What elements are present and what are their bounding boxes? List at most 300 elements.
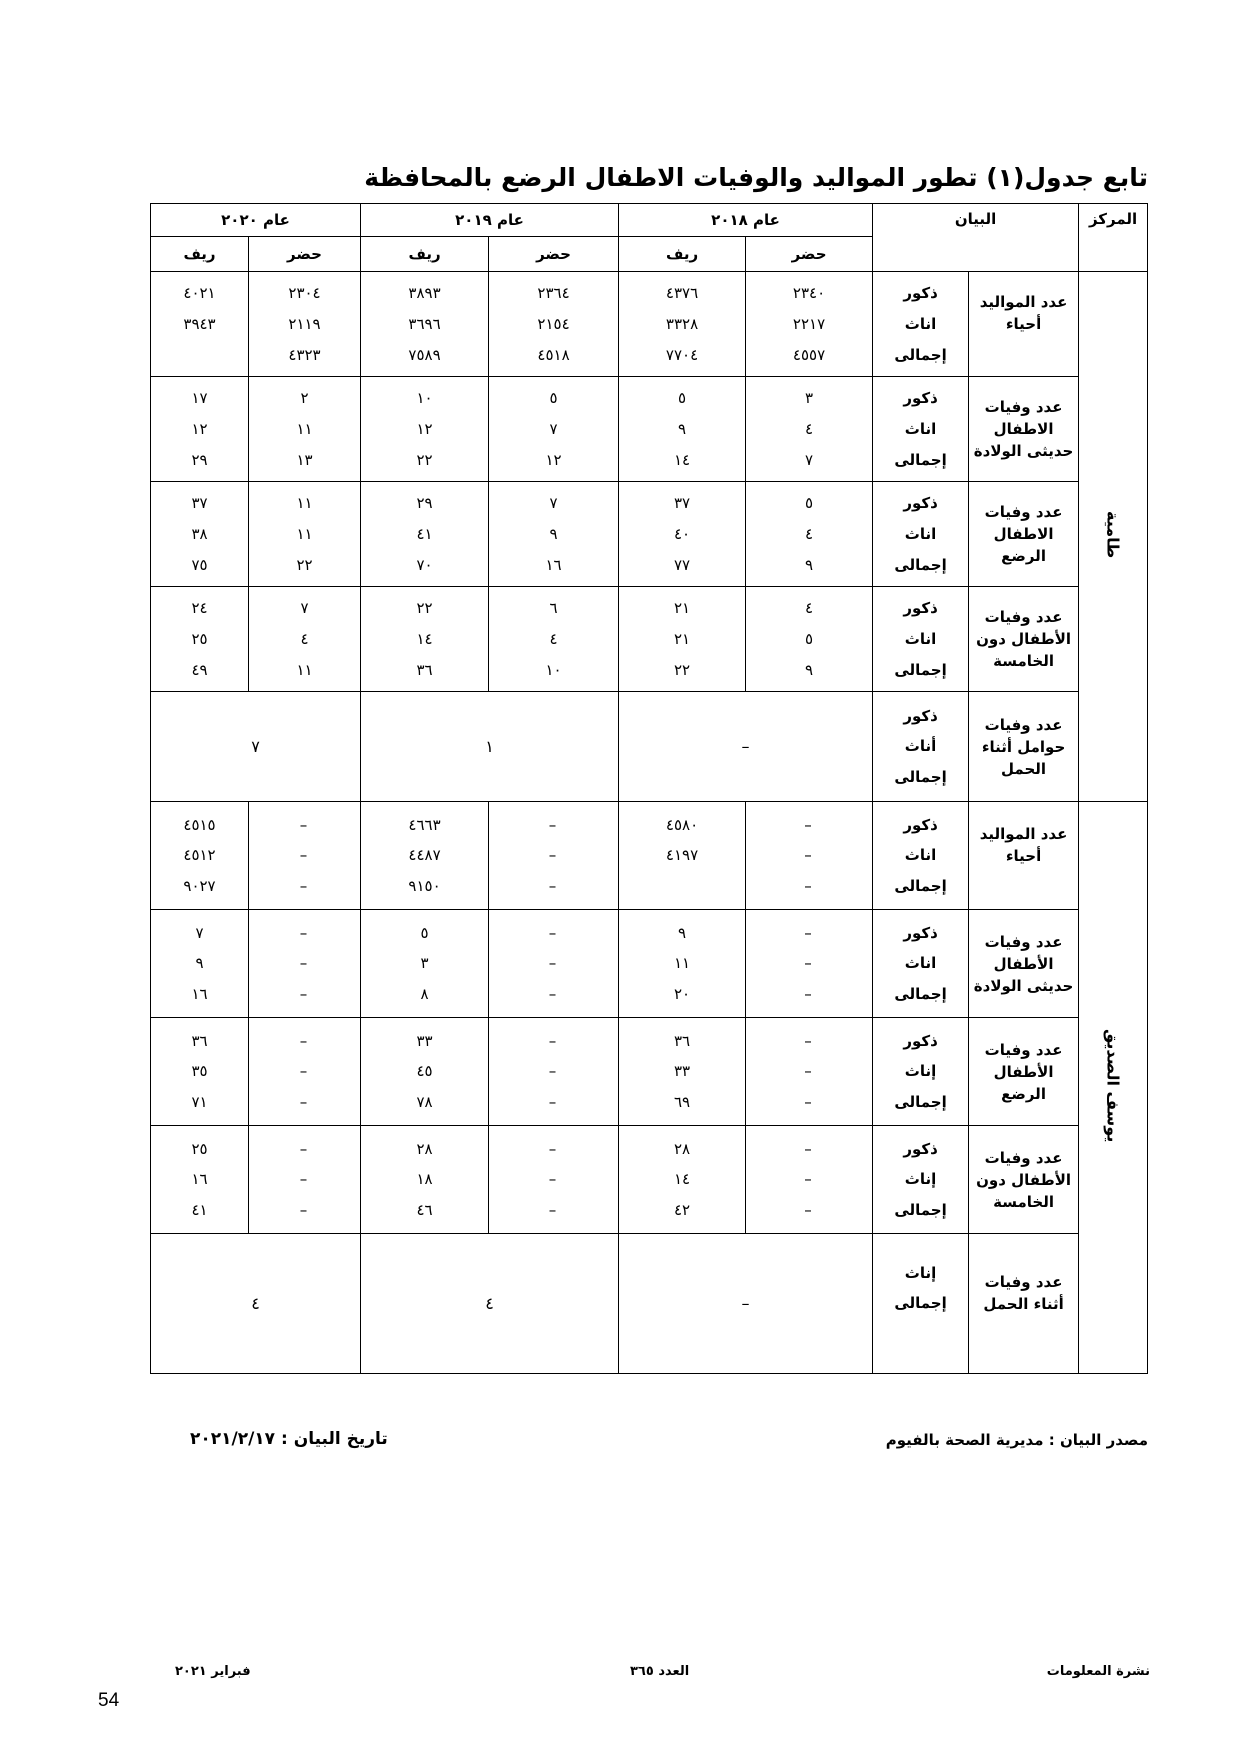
- value-h2019-line: ٤٥١٨: [537, 345, 570, 364]
- value-r2019-line: ٢٢: [416, 450, 433, 469]
- value-r2019-line: ٣٦: [416, 660, 433, 679]
- value-r2019: [361, 482, 489, 587]
- value-h2019: [489, 1126, 619, 1234]
- value-h2018: [746, 482, 873, 587]
- value-h2020-line: ١١: [296, 660, 313, 679]
- value-h2019-line: ٦: [549, 599, 558, 618]
- table-row: [151, 1018, 1148, 1126]
- value-r2018-line: ٧٧: [673, 555, 691, 574]
- row-label-line: الرضع: [1001, 1084, 1046, 1103]
- row-sublabel-line: إجمالى: [894, 660, 947, 679]
- value-r2019-line: ٤٦٦٣: [408, 815, 441, 834]
- value-h2018: [746, 1126, 873, 1234]
- header-year-2018: عام ٢٠١٨: [619, 204, 873, 237]
- row-sublabel-line: إجمالى: [894, 768, 947, 787]
- row-label-line: أثناء الحمل: [983, 1294, 1064, 1313]
- value-h2019-line: –: [548, 1139, 559, 1158]
- value-r2019-line: ٥: [420, 923, 429, 942]
- value-h2019-line: ٧: [549, 419, 558, 438]
- value-r2019-line: ١٤: [416, 629, 433, 648]
- value-r2018-line: ٩: [678, 419, 687, 438]
- value-h2018-line: –: [804, 1201, 814, 1220]
- row-sublabel-line: ذكور: [903, 706, 938, 725]
- value-h2019: [489, 1018, 619, 1126]
- header-hadar-2020: حضر: [249, 237, 361, 272]
- value-r2018-line: ٧٧٠٤: [665, 345, 699, 364]
- header-year-2019: عام ٢٠١٩: [361, 204, 619, 237]
- row-label-line: [969, 867, 1078, 889]
- value-h2018: [746, 802, 873, 910]
- value-h2018-line: ٤٥٥٧: [792, 345, 826, 364]
- value-h2018-line: ٩: [805, 660, 814, 679]
- row-label: [969, 1126, 1079, 1234]
- value-h2018-line: –: [804, 1062, 814, 1081]
- page-number: 54: [98, 1690, 120, 1711]
- value-r2019: [361, 587, 489, 692]
- row-label-line: عدد وفيات: [984, 715, 1063, 734]
- value-r2018-line: ٢١: [673, 629, 691, 648]
- value-h2018-line: –: [804, 877, 814, 896]
- value-h2020: [249, 910, 361, 1018]
- row-label-line: الأطفال: [993, 1062, 1054, 1081]
- value-r2018-line: ٤٥٨٠: [665, 815, 699, 834]
- value-h2020-line: –: [299, 1139, 310, 1158]
- merged-value-2018: –: [619, 1234, 873, 1374]
- value-h2020-line: ١٣: [296, 450, 313, 469]
- center-tamia: [1079, 272, 1148, 802]
- table-row: [151, 272, 1148, 377]
- value-h2020: [249, 1126, 361, 1234]
- value-h2019: [489, 272, 619, 377]
- data-date: تاريخ البيان : ٢٠٢١/٢/١٧: [190, 1429, 388, 1449]
- value-h2018-line: –: [804, 846, 814, 865]
- value-r2019: [361, 272, 489, 377]
- value-h2020-line: ٤: [300, 629, 309, 648]
- row-sublabel: [873, 1234, 969, 1374]
- value-r2018-line: ٢٠: [673, 985, 691, 1004]
- value-r2020-line: ٤٥١٢: [183, 846, 216, 865]
- center-name: طامية: [1103, 510, 1123, 559]
- row-label-line: عدد وفيات: [984, 398, 1063, 416]
- data-table: [150, 203, 1148, 1374]
- value-h2018: [746, 377, 873, 482]
- value-r2019-line: ٧٥٨٩: [408, 345, 441, 364]
- value-h2019-line: ١٠: [545, 660, 562, 679]
- value-r2020-line: ٣٦: [191, 1031, 208, 1050]
- row-sublabel-line: إجمالى: [894, 1093, 947, 1112]
- value-r2020-line: ٧١: [191, 1093, 208, 1112]
- header-hadar-2019: حضر: [489, 237, 619, 272]
- value-r2020-line: ١٦: [191, 985, 208, 1004]
- row-sublabel-line: إناث: [904, 1263, 937, 1282]
- value-r2018-line: ١١: [673, 954, 691, 973]
- value-r2018-line: ٣٧: [673, 494, 691, 513]
- value-h2018-line: ٤: [805, 419, 814, 438]
- value-r2018-line: ٣٦: [673, 1031, 691, 1050]
- value-h2020-line: –: [299, 1062, 310, 1081]
- value-r2020-line: ٤١: [191, 1201, 208, 1220]
- row-label-line: عدد وفيات: [984, 932, 1063, 951]
- row-sublabel: [873, 910, 969, 1018]
- row-label-line: عدد وفيات: [984, 1272, 1063, 1291]
- table-row: [151, 1234, 1148, 1374]
- table-row: [151, 692, 1148, 802]
- row-sublabel: [873, 692, 969, 802]
- row-label: [969, 377, 1079, 482]
- value-r2019-line: ٤٦: [416, 1201, 433, 1220]
- value-r2019-line: ٣: [420, 954, 429, 973]
- row-label-line: الأطفال دون: [976, 630, 1072, 648]
- row-label-line: الأطفال دون: [976, 1170, 1072, 1189]
- row-sublabel-line: إجمالى: [894, 450, 947, 469]
- value-r2019: [361, 1126, 489, 1234]
- data-source: مصدر البيان : مديرية الصحة بالفيوم: [885, 1431, 1148, 1449]
- value-r2020: [151, 377, 249, 482]
- row-label-line: عدد المواليد: [979, 824, 1068, 843]
- merged-value-2019: ١: [361, 692, 619, 802]
- value-h2018-line: ٧: [805, 450, 814, 469]
- value-h2019-line: –: [548, 846, 559, 865]
- value-r2018-line: ٤٠: [673, 524, 691, 543]
- value-r2020-line: ٤٥١٥: [183, 815, 216, 834]
- value-r2018-line: ٢١: [673, 599, 691, 618]
- center-yousef: [1079, 802, 1148, 1374]
- table-row: [151, 377, 1148, 482]
- value-h2020-line: –: [299, 954, 310, 973]
- value-r2018-line: ٩: [678, 923, 687, 942]
- value-h2019-line: –: [548, 877, 559, 896]
- row-label-line: الرضع: [1001, 547, 1046, 565]
- row-label-line: [969, 335, 1078, 357]
- value-h2020-line: –: [299, 846, 310, 865]
- row-sublabel-line: ذكور: [903, 599, 938, 618]
- row-sublabel-line: إجمالى: [894, 1294, 947, 1313]
- row-sublabel: [873, 272, 969, 377]
- row-sublabel-line: إناث: [904, 1170, 937, 1189]
- value-h2018-line: –: [804, 1093, 814, 1112]
- value-r2020: [151, 587, 249, 692]
- row-sublabel-line: ذكور: [903, 1139, 938, 1158]
- row-sublabel-line: إناث: [904, 1062, 937, 1081]
- header-markaz: المركز: [1079, 204, 1148, 272]
- row-sublabel-line: أناث: [904, 737, 937, 756]
- value-r2018: [619, 1018, 746, 1126]
- value-r2018-line: ٤١٩٧: [665, 846, 699, 865]
- value-h2018-line: ٥: [805, 494, 814, 513]
- value-h2019: [489, 482, 619, 587]
- row-label-line: عدد وفيات: [984, 608, 1063, 626]
- value-h2020-line: –: [299, 1031, 310, 1050]
- value-r2019-line: ٣٣: [416, 1031, 433, 1050]
- value-h2020-line: ١١: [296, 419, 313, 438]
- value-r2019-line: ٢٨: [416, 1139, 433, 1158]
- row-label-line: الأطفال: [993, 954, 1054, 973]
- value-h2018-line: ٣: [805, 389, 814, 408]
- value-h2019-line: ١٦: [545, 555, 562, 574]
- value-r2019-line: ١٠: [416, 389, 433, 408]
- value-r2020-line: ٣٥: [191, 1062, 208, 1081]
- value-r2020-line: ٧٥: [191, 555, 208, 574]
- row-label-line: الاطفال: [993, 525, 1054, 543]
- value-h2019-line: –: [548, 1170, 559, 1189]
- value-h2018: [746, 1018, 873, 1126]
- value-r2020: [151, 1126, 249, 1234]
- value-r2020-line: ٤٠٢١: [183, 284, 216, 303]
- header-hadar-2018: حضر: [746, 237, 873, 272]
- value-r2018: [619, 802, 746, 910]
- row-sublabel: [873, 377, 969, 482]
- row-sublabel: [873, 1126, 969, 1234]
- merged-value-2020: ٤: [151, 1234, 361, 1374]
- header-rif-2020: ريف: [151, 237, 249, 272]
- value-h2018-line: –: [804, 1170, 814, 1189]
- table-row: [151, 910, 1148, 1018]
- row-sublabel-line: ذكور: [903, 494, 938, 513]
- value-h2020-line: –: [299, 815, 310, 834]
- value-r2020-line: ٣٨: [191, 524, 208, 543]
- row-label-line: عدد وفيات: [984, 1148, 1063, 1167]
- value-h2020: [249, 482, 361, 587]
- value-r2020-line: ٩٠٢٧: [183, 877, 216, 896]
- value-r2019: [361, 1018, 489, 1126]
- value-r2019-line: ٣٨٩٣: [408, 284, 441, 303]
- row-sublabel-line: ذكور: [903, 284, 938, 303]
- value-r2018-line: ٢٢: [673, 660, 691, 679]
- value-r2020-line: ١٢: [191, 419, 208, 438]
- row-sublabel-line: ذكور: [903, 389, 938, 408]
- value-h2018-line: ٢٣٤٠: [792, 284, 826, 303]
- value-h2019-line: ٥: [549, 389, 558, 408]
- center-name: يوسف الصديق: [1103, 1028, 1123, 1143]
- value-r2019-line: ٩١٥٠: [408, 877, 441, 896]
- row-sublabel-line: ذكور: [903, 1031, 938, 1050]
- row-sublabel-line: إجمالى: [894, 877, 947, 896]
- value-r2019-line: ٤٥: [416, 1062, 433, 1081]
- value-r2018-line: ٦٩: [673, 1093, 691, 1112]
- value-r2019-line: ٣٦٩٦: [408, 314, 441, 333]
- row-label: [969, 1018, 1079, 1126]
- row-sublabel: [873, 587, 969, 692]
- row-label-line: عدد وفيات: [984, 503, 1063, 521]
- value-h2018-line: ٤: [805, 599, 814, 618]
- header-bayan: البيان: [873, 204, 1079, 272]
- value-h2019-line: ٤: [549, 629, 558, 648]
- value-h2019-line: –: [548, 1031, 559, 1050]
- value-r2020-line: ٢٥: [191, 629, 208, 648]
- value-h2018: [746, 587, 873, 692]
- value-r2018: [619, 587, 746, 692]
- row-sublabel: [873, 1018, 969, 1126]
- value-r2020-line: ٤٩: [191, 660, 208, 679]
- value-h2020-line: –: [299, 1093, 310, 1112]
- table-row: [151, 802, 1148, 910]
- row-sublabel-line: إجمالى: [894, 1201, 947, 1220]
- row-label-line: عدد وفيات: [984, 1040, 1063, 1059]
- value-h2020: [249, 802, 361, 910]
- row-sublabel-line: اناث: [904, 314, 937, 333]
- value-h2018-line: –: [804, 1139, 814, 1158]
- value-h2018-line: ٩: [805, 555, 814, 574]
- value-r2019-line: ١٨: [416, 1170, 433, 1189]
- value-r2018-line: ٢٨: [673, 1139, 691, 1158]
- row-label: [969, 1234, 1079, 1374]
- value-r2018: [619, 272, 746, 377]
- value-h2020-line: –: [299, 985, 310, 1004]
- value-r2020-line: ٩: [195, 954, 204, 973]
- row-label-line: الخامسة: [993, 652, 1054, 670]
- value-r2019-line: ١٢: [416, 419, 433, 438]
- value-h2020-line: ٢٣٠٤: [288, 284, 321, 303]
- value-r2020-line: ١٦: [191, 1170, 208, 1189]
- value-h2019-line: –: [548, 923, 559, 942]
- merged-value-2019: ٤: [361, 1234, 619, 1374]
- value-h2020-line: ١١: [296, 524, 313, 543]
- value-h2019-line: –: [548, 815, 559, 834]
- value-h2019-line: –: [548, 954, 559, 973]
- row-sublabel-line: اناث: [904, 419, 937, 438]
- page-title: تابع جدول(١) تطور المواليد والوفيات الاطفال الرضع بالمحافظة: [364, 163, 1148, 192]
- value-r2020-line: [151, 344, 248, 366]
- value-h2019-line: –: [548, 985, 559, 1004]
- row-sublabel-line: إجمالى: [894, 555, 947, 574]
- value-r2018-line: [619, 875, 745, 897]
- row-label-line: حديثى الولادة: [973, 442, 1074, 460]
- value-h2018-line: ٤: [805, 524, 814, 543]
- value-h2019-line: ٢٣٦٤: [537, 284, 570, 303]
- row-label: [969, 272, 1079, 377]
- value-r2018: [619, 1126, 746, 1234]
- row-label-line: أحياء: [1005, 315, 1042, 333]
- value-r2018-line: ٤٢: [673, 1201, 691, 1220]
- row-label-line: الخامسة: [993, 1192, 1054, 1211]
- footer-month: فبراير ٢٠٢١: [175, 1664, 251, 1679]
- value-r2019-line: ٤٤٨٧: [408, 846, 441, 865]
- value-h2018-line: –: [804, 815, 814, 834]
- value-h2019-line: ٢١٥٤: [537, 314, 570, 333]
- row-label: [969, 587, 1079, 692]
- value-r2018-line: ١٤: [673, 1170, 691, 1189]
- table-row: [151, 587, 1148, 692]
- value-r2018-line: ٣٣٢٨: [665, 314, 699, 333]
- value-h2019: [489, 377, 619, 482]
- table-row: [151, 1126, 1148, 1234]
- value-h2020: [249, 377, 361, 482]
- value-h2018-line: ٢٢١٧: [792, 314, 826, 333]
- value-h2019: [489, 802, 619, 910]
- value-h2018: [746, 272, 873, 377]
- value-h2019-line: ١٢: [545, 450, 562, 469]
- row-label-line: حديثى الولادة: [973, 976, 1074, 995]
- value-r2018: [619, 377, 746, 482]
- value-r2020-line: ٧: [195, 923, 204, 942]
- header-year-2020: عام ٢٠٢٠: [151, 204, 361, 237]
- value-r2018-line: ٤٣٧٦: [665, 284, 699, 303]
- row-sublabel: [873, 482, 969, 587]
- value-r2019-line: ٤١: [416, 524, 433, 543]
- row-sublabel: [873, 802, 969, 910]
- value-h2020-line: –: [299, 1170, 310, 1189]
- row-sublabel-line: إجمالى: [894, 985, 947, 1004]
- row-label: [969, 482, 1079, 587]
- value-r2020-line: ٢٤: [191, 599, 208, 618]
- value-r2019: [361, 910, 489, 1018]
- value-h2020: [249, 587, 361, 692]
- row-label: [969, 692, 1079, 802]
- value-h2018: [746, 910, 873, 1018]
- value-h2018-line: –: [804, 954, 814, 973]
- value-r2020-line: ٢٩: [191, 450, 208, 469]
- row-label-line: [969, 1315, 1078, 1337]
- value-r2020-line: ٣٧: [191, 494, 208, 513]
- header-row-years: [151, 204, 1148, 237]
- value-h2019-line: –: [548, 1093, 559, 1112]
- value-h2020-line: –: [299, 923, 310, 942]
- row-sublabel-line: اناث: [904, 629, 937, 648]
- value-r2020: [151, 272, 249, 377]
- value-r2019-line: ٧٠: [416, 555, 433, 574]
- merged-value-2018: –: [619, 692, 873, 802]
- row-sublabel-line: اناث: [904, 524, 937, 543]
- value-h2020-line: ٤٣٢٣: [288, 345, 321, 364]
- value-h2018-line: –: [804, 923, 814, 942]
- row-label-line: حوامل أثناء: [981, 737, 1066, 756]
- row-label-line: أحياء: [1005, 846, 1042, 865]
- value-r2018: [619, 910, 746, 1018]
- row-sublabel-line: ذكور: [903, 815, 938, 834]
- value-r2020-line: ١٧: [191, 389, 208, 408]
- value-h2020-line: ٢١١٩: [288, 314, 321, 333]
- value-r2019: [361, 802, 489, 910]
- value-r2018: [619, 482, 746, 587]
- value-r2020: [151, 482, 249, 587]
- value-h2020-line: ٧: [300, 599, 309, 618]
- value-h2019-line: –: [548, 1201, 559, 1220]
- row-label: [969, 802, 1079, 910]
- value-r2019-line: ٧٨: [416, 1093, 433, 1112]
- row-label-line: الحمل: [1001, 759, 1047, 778]
- value-h2020: [249, 1018, 361, 1126]
- value-r2018-line: ٣٣: [673, 1062, 691, 1081]
- row-sublabel-line: اناث: [904, 846, 937, 865]
- value-h2020-line: –: [299, 1201, 310, 1220]
- value-r2020-line: ٢٥: [191, 1139, 208, 1158]
- value-h2019-line: ٩: [549, 524, 558, 543]
- value-r2020-line: ٣٩٤٣: [183, 314, 216, 333]
- value-h2018-line: –: [804, 985, 814, 1004]
- row-label: [969, 910, 1079, 1018]
- value-h2020-line: ٢: [300, 389, 309, 408]
- row-sublabel-line: إجمالى: [894, 345, 947, 364]
- header-rif-2018: ريف: [619, 237, 746, 272]
- value-r2020: [151, 1018, 249, 1126]
- row-sublabel-line: اناث: [904, 954, 937, 973]
- value-h2019-line: ٧: [549, 494, 558, 513]
- value-h2019: [489, 587, 619, 692]
- row-sublabel-line: ذكور: [903, 923, 938, 942]
- header-rif-2019: ريف: [361, 237, 489, 272]
- row-label-line: عدد المواليد: [979, 293, 1068, 311]
- value-h2020: [249, 272, 361, 377]
- value-h2018-line: –: [804, 1031, 814, 1050]
- value-h2019: [489, 910, 619, 1018]
- table-row: [151, 482, 1148, 587]
- value-r2019: [361, 377, 489, 482]
- value-h2019-line: –: [548, 1062, 559, 1081]
- row-label-line: الاطفال: [993, 420, 1054, 438]
- value-r2019-line: ٨: [420, 985, 429, 1004]
- value-r2019-line: ٢٢: [416, 599, 433, 618]
- value-r2018-line: ١٤: [673, 450, 691, 469]
